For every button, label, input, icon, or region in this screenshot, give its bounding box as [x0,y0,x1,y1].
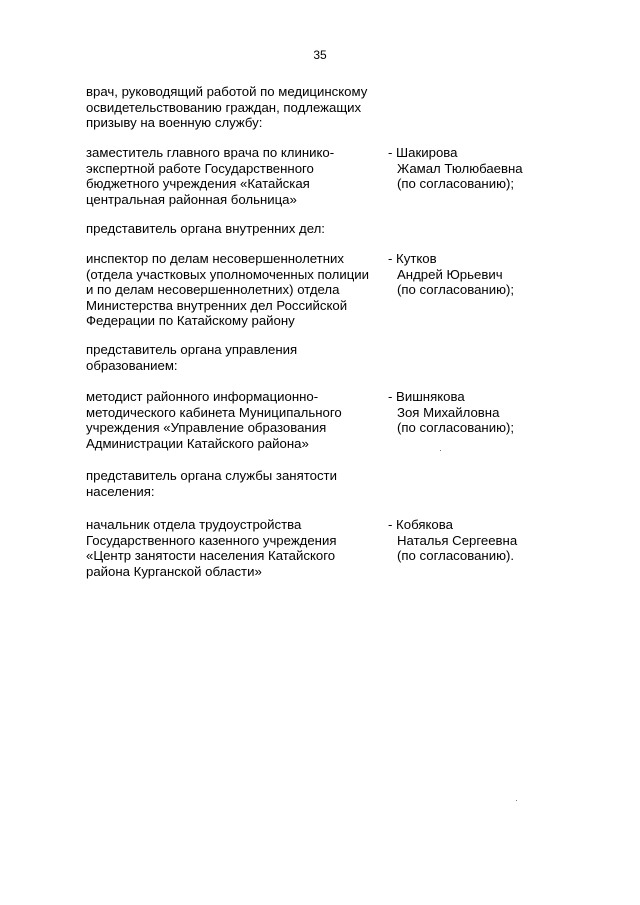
position-line: заместитель главного врача по клинико- [86,145,335,160]
position-line: района Курганской области» [86,563,262,579]
section-heading-employment [86,468,337,499]
position-medical [86,145,386,207]
person-employment [388,517,588,564]
person-note: (по согласованию); [397,282,515,297]
person-medical [388,145,588,192]
person-note: (по согласованию); [397,176,515,191]
person-note: (по согласованию); [397,420,515,435]
position-line: Федерации по Катайскому району [86,313,295,328]
person-police [388,251,588,298]
page-number: 35 [313,48,327,62]
position-education [86,389,386,451]
heading-line: представитель органа управления [86,342,298,357]
scan-speck [516,800,517,801]
person-name: Андрей Юрьевич [397,266,503,282]
person-surname: - Кобякова [388,517,453,532]
section-heading-police [86,221,325,237]
position-line: Государственного казенного учреждения [86,532,337,548]
heading-line: призыву на военную службу: [86,115,263,130]
position-line: «Центр занятости населения Катайского [86,548,336,563]
position-line: учреждения «Управление образования [86,420,327,435]
position-line: и по делам несовершеннолетних) отдела [86,282,340,297]
position-line: методического кабинета Муниципального [86,404,342,420]
position-line: Министерства внутренних дел Российской [86,297,348,313]
position-police [86,251,386,329]
position-line: методист районного информационно- [86,389,319,404]
person-education [388,389,588,436]
position-employment [86,517,386,579]
person-name: Зоя Михайловна [397,404,500,420]
heading-line: освидетельствованию граждан, подлежащих [86,99,362,115]
position-line: начальник отдела трудоустройства [86,517,302,532]
position-line: экспертной работе Государственного [86,160,314,176]
person-note: (по согласованию). [397,548,515,563]
person-name: Жамал Тюлюбаевна [397,160,523,176]
heading-line: представитель органа службы занятости [86,468,337,483]
scan-speck [440,450,441,451]
heading-line: населения: [86,483,155,499]
position-line: (отдела участковых уполномоченных полиции [86,266,369,282]
section-heading-medical [86,84,367,131]
person-surname: - Шакирова [388,145,458,160]
person-name: Наталья Сергеевна [397,532,518,548]
person-surname: - Вишнякова [388,389,465,404]
position-line: инспектор по делам несовершеннолетних [86,251,344,266]
heading-line: врач, руководящий работой по медицинскому [86,84,368,99]
heading-line: представитель органа внутренних дел: [86,221,325,236]
position-line: центральная районная больница» [86,191,297,207]
section-heading-education [86,342,297,373]
position-line: бюджетного учреждения «Катайская [86,176,310,191]
person-surname: - Кутков [388,251,437,266]
heading-line: образованием: [86,357,178,373]
position-line: Администрации Катайского района» [86,435,309,451]
